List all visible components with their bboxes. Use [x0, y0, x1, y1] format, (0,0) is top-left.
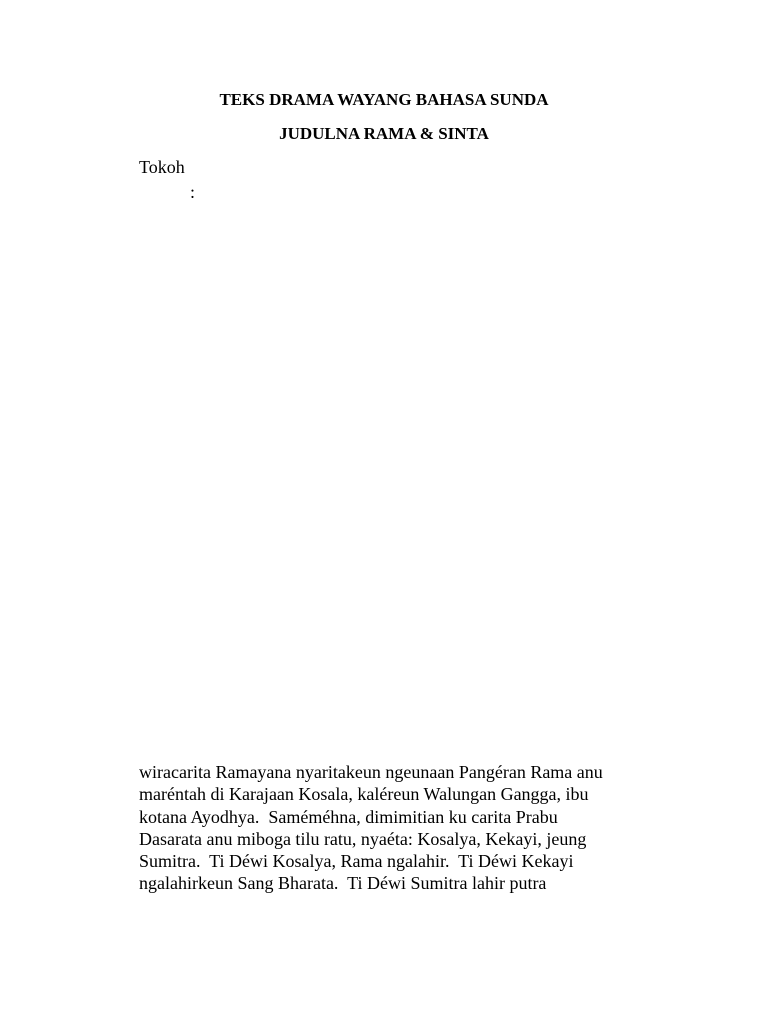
body-paragraph — [139, 761, 699, 895]
body-line: Dasarata anu miboga tilu ratu, nyaéta: Kosalya, Kekayi, jeung — [139, 828, 587, 849]
tokoh-label: Tokoh — [139, 157, 185, 177]
body-line: maréntah di Karajaan Kosala, kaléreun Walungan Gangga, ibu — [139, 784, 589, 805]
document-title: TEKS DRAMA WAYANG BAHASA SUNDA — [219, 90, 549, 109]
body-line: Sumitra. Ti Déwi Kosalya, Rama ngalahir. Ti Déwi Kekayi — [139, 851, 574, 872]
tokoh-colon: : — [190, 182, 196, 202]
body-line: kotana Ayodhya. Saméméhna, dimimitian ku carita Prabu — [139, 806, 558, 827]
body-line: ngalahirkeun Sang Bharata. Ti Déwi Sumitra lahir putra — [139, 873, 547, 894]
body-line: wiracarita Ramayana nyaritakeun ngeunaan Pangéran Rama anu — [139, 762, 603, 782]
document-subtitle: JUDULNA RAMA & SINTA — [279, 124, 489, 143]
